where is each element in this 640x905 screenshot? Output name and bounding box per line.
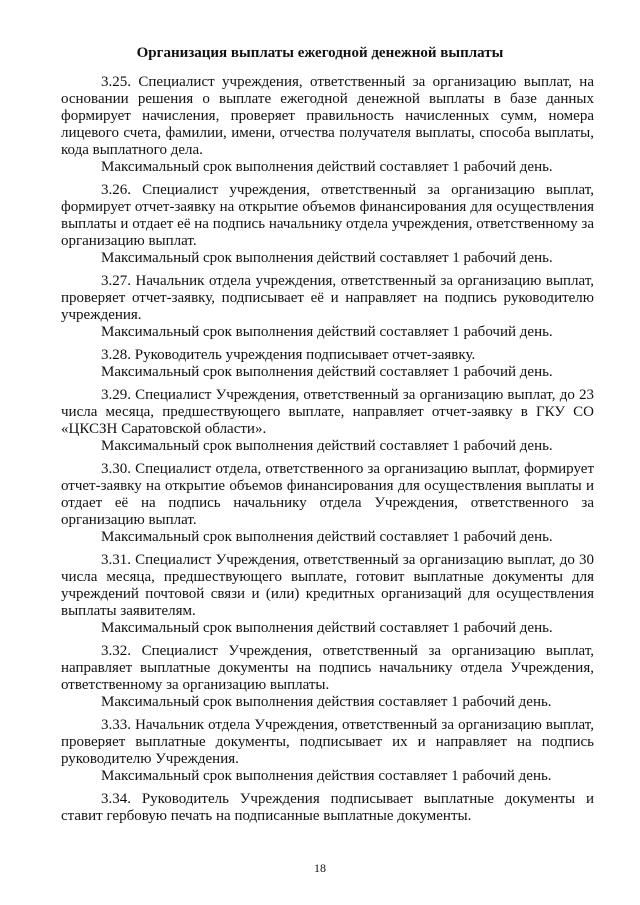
term-3-27: Максимальный срок выполнения действий составляет 1 рабочий день. xyxy=(101,324,553,340)
paragraph-3-31: 3.31. Специалист Учреждения, ответственный за организацию выплат, до 30 числа месяца, предшествующего выплате, готовит выплатные документы для учреждений почтовой связи и (или) кредитных организаций для осуществления выплаты заявителям. xyxy=(61,552,594,619)
paragraph-3-29: 3.29. Специалист Учреждения, ответственный за организацию выплат, до 23 числа месяца, предшествующего выплате, направляет отчет-заявку в ГКУ СО «ЦКСЗН Саратовской области». xyxy=(61,387,594,437)
paragraph-3-27: 3.27. Начальник отдела учреждения, ответственный за организацию выплат, проверяет отчет-заявку, подписывает её и направляет на подпись руководителю учреждения. xyxy=(61,273,594,323)
paragraph-3-34: 3.34. Руководитель Учреждения подписывает выплатные документы и ставит гербовую печать на подписанные выплатные документы. xyxy=(61,791,594,824)
term-3-30: Максимальный срок выполнения действий составляет 1 рабочий день. xyxy=(101,529,553,545)
term-3-26: Максимальный срок выполнения действий составляет 1 рабочий день. xyxy=(101,250,553,266)
section-title: Организация выплаты ежегодной денежной выплаты xyxy=(136,45,504,61)
paragraph-3-33: 3.33. Начальник отдела Учреждения, ответственный за организацию выплат, проверяет выплатные документы, подписывает их и направляет на подпись руководителю Учреждения. xyxy=(61,717,594,767)
term-3-32: Максимальный срок выполнения действия составляет 1 рабочий день. xyxy=(101,694,552,710)
term-3-33: Максимальный срок выполнения действия составляет 1 рабочий день. xyxy=(101,768,552,784)
paragraph-3-32: 3.32. Специалист Учреждения, ответственный за организацию выплат, направляет выплатные документы на подпись начальнику отдела Учреждения, ответственному за организацию выплаты. xyxy=(61,643,594,693)
page-number: 18 xyxy=(314,861,326,875)
term-3-29: Максимальный срок выполнения действий составляет 1 рабочий день. xyxy=(101,438,553,454)
term-3-25: Максимальный срок выполнения действий составляет 1 рабочий день. xyxy=(101,159,553,175)
term-3-31: Максимальный срок выполнения действий составляет 1 рабочий день. xyxy=(101,620,553,636)
document-body xyxy=(61,74,594,825)
paragraph-3-26: 3.26. Специалист учреждения, ответственный за организацию выплат, формирует отчет-заявку на открытие объемов финансирования для осуществления выплаты и отдает её на подпись начальнику отдела учреждения, ответственному за организацию выплат. xyxy=(61,182,594,249)
paragraph-3-28: 3.28. Руководитель учреждения подписывает отчет-заявку. xyxy=(101,347,476,363)
paragraph-3-25: 3.25. Специалист учреждения, ответственный за организацию выплат, на основании решения о выплате ежегодной денежной выплаты в базе данных формирует начисления, проверяет правильность начисленных сумм, номера лицевого счета, фамилии, имени, отчества получателя выплаты, способа выплаты, кода выплатного дела. xyxy=(61,74,594,158)
paragraph-3-30: 3.30. Специалист отдела, ответственного за организацию выплат, формирует отчет-заявку на открытие объемов финансирования для осуществления выплаты и отдает её на подпись начальнику отдела Учреждения, ответственного за организацию выплат. xyxy=(61,461,594,528)
term-3-28: Максимальный срок выполнения действий составляет 1 рабочий день. xyxy=(101,364,553,380)
